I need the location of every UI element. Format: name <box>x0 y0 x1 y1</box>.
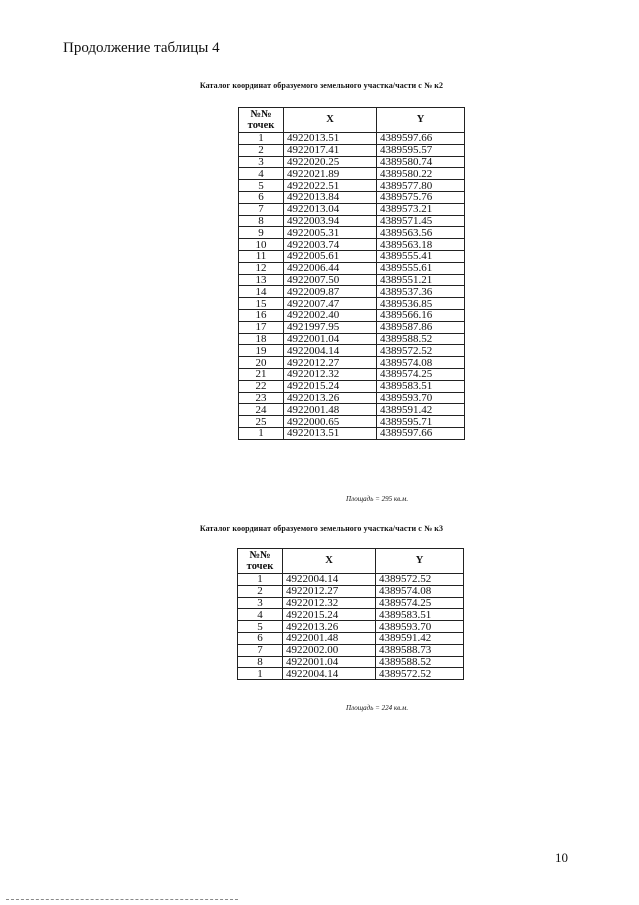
y-coordinate-cell: 4389563.56 <box>377 227 465 239</box>
y-coordinate-cell: 4389551.21 <box>377 274 465 286</box>
x-coordinate-cell: 4922017.41 <box>284 144 377 156</box>
table-row <box>239 286 465 298</box>
x-coordinate-cell: 4922001.48 <box>283 632 376 644</box>
point-number-cell: 14 <box>239 286 284 298</box>
table-row <box>239 250 465 262</box>
point-number-cell: 1 <box>239 427 284 439</box>
y-coordinate-cell: 4389588.52 <box>377 333 465 345</box>
table-row <box>239 380 465 392</box>
point-number-cell: 20 <box>239 357 284 369</box>
y-coordinate-cell: 4389595.71 <box>377 416 465 428</box>
x-coordinate-cell: 4922003.94 <box>284 215 377 227</box>
coordinates-table-k3 <box>237 548 464 680</box>
point-number-cell: 2 <box>239 144 284 156</box>
y-coordinate-cell: 4389537.36 <box>377 286 465 298</box>
point-number-cell: 2 <box>238 585 283 597</box>
y-coordinate-cell: 4389572.52 <box>376 574 464 586</box>
x-coordinate-cell: 4922021.89 <box>284 168 377 180</box>
table-row <box>239 345 465 357</box>
table-row <box>239 262 465 274</box>
table-row <box>239 357 465 369</box>
table-row <box>238 597 464 609</box>
x-coordinate-cell: 4922012.27 <box>283 585 376 597</box>
x-coordinate-cell: 4922013.04 <box>284 203 377 215</box>
y-coordinate-cell: 4389572.52 <box>377 345 465 357</box>
point-number-cell: 3 <box>238 597 283 609</box>
point-number-cell: 12 <box>239 262 284 274</box>
table-row <box>239 321 465 333</box>
point-number-cell: 1 <box>238 574 283 586</box>
table-row <box>239 333 465 345</box>
point-number-cell: 17 <box>239 321 284 333</box>
point-number-cell: 9 <box>239 227 284 239</box>
y-coordinate-cell: 4389574.25 <box>377 368 465 380</box>
table-row <box>239 239 465 251</box>
table-row <box>239 180 465 192</box>
x-coordinate-cell: 4922009.87 <box>284 286 377 298</box>
x-coordinate-cell: 4922022.51 <box>284 180 377 192</box>
point-number-cell: 18 <box>239 333 284 345</box>
y-coordinate-cell: 4389573.21 <box>377 203 465 215</box>
table-row <box>238 656 464 668</box>
point-number-cell: 11 <box>239 250 284 262</box>
x-coordinate-cell: 4922003.74 <box>284 239 377 251</box>
table-row <box>238 644 464 656</box>
x-coordinate-cell: 4922015.24 <box>284 380 377 392</box>
table-row <box>239 215 465 227</box>
y-coordinate-cell: 4389574.08 <box>377 357 465 369</box>
x-coordinate-cell: 4922013.84 <box>284 191 377 203</box>
table-row <box>239 227 465 239</box>
x-coordinate-cell: 4922020.25 <box>284 156 377 168</box>
point-number-cell: 15 <box>239 298 284 310</box>
table-row <box>239 168 465 180</box>
x-coordinate-cell: 4922001.04 <box>283 656 376 668</box>
x-coordinate-cell: 4922004.14 <box>284 345 377 357</box>
y-coordinate-cell: 4389587.86 <box>377 321 465 333</box>
area-label-k2: Площадь = 295 кв.м. <box>346 495 409 503</box>
point-number-cell: 13 <box>239 274 284 286</box>
y-coordinate-cell: 4389593.70 <box>376 621 464 633</box>
column-header-num: №№ точек <box>238 549 283 574</box>
table-row <box>239 144 465 156</box>
y-coordinate-cell: 4389555.41 <box>377 250 465 262</box>
table-row <box>238 609 464 621</box>
column-header-y: Y <box>377 108 465 133</box>
y-coordinate-cell: 4389575.76 <box>377 191 465 203</box>
point-number-cell: 24 <box>239 404 284 416</box>
y-coordinate-cell: 4389583.51 <box>377 380 465 392</box>
table-row <box>239 309 465 321</box>
x-coordinate-cell: 4922005.61 <box>284 250 377 262</box>
page-heading: Продолжение таблицы 4 <box>63 40 220 56</box>
y-coordinate-cell: 4389571.45 <box>377 215 465 227</box>
point-number-cell: 6 <box>238 632 283 644</box>
point-number-cell: 22 <box>239 380 284 392</box>
y-coordinate-cell: 4389536.85 <box>377 298 465 310</box>
table-row <box>238 585 464 597</box>
x-coordinate-cell: 4922001.04 <box>284 333 377 345</box>
table-row <box>239 298 465 310</box>
point-number-cell: 4 <box>238 609 283 621</box>
x-coordinate-cell: 4922002.00 <box>283 644 376 656</box>
x-coordinate-cell: 4922013.26 <box>283 621 376 633</box>
x-coordinate-cell: 4922013.51 <box>284 427 377 439</box>
point-number-cell: 3 <box>239 156 284 168</box>
point-number-cell: 7 <box>238 644 283 656</box>
column-header-num: №№ точек <box>239 108 284 133</box>
table-row <box>239 191 465 203</box>
y-coordinate-cell: 4389597.66 <box>377 427 465 439</box>
table-row <box>238 621 464 633</box>
table-row <box>238 632 464 644</box>
x-coordinate-cell: 4921997.95 <box>284 321 377 333</box>
table-row <box>239 133 465 145</box>
column-header-x: X <box>284 108 377 133</box>
x-coordinate-cell: 4922004.14 <box>283 574 376 586</box>
table-row <box>239 427 465 439</box>
x-coordinate-cell: 4922000.65 <box>284 416 377 428</box>
point-number-cell: 1 <box>239 133 284 145</box>
y-coordinate-cell: 4389580.74 <box>377 156 465 168</box>
x-coordinate-cell: 4922005.31 <box>284 227 377 239</box>
y-coordinate-cell: 4389555.61 <box>377 262 465 274</box>
x-coordinate-cell: 4922012.32 <box>283 597 376 609</box>
point-number-cell: 23 <box>239 392 284 404</box>
area-label-k3: Площадь = 224 кв.м. <box>346 704 409 712</box>
column-header-y: Y <box>376 549 464 574</box>
x-coordinate-cell: 4922006.44 <box>284 262 377 274</box>
point-number-cell: 4 <box>239 168 284 180</box>
x-coordinate-cell: 4922012.32 <box>284 368 377 380</box>
y-coordinate-cell: 4389597.66 <box>377 133 465 145</box>
x-coordinate-cell: 4922007.47 <box>284 298 377 310</box>
table-row <box>239 203 465 215</box>
table-caption-k3: Каталог координат образуемого земельного участка/части с № к3 <box>199 524 444 533</box>
x-coordinate-cell: 4922004.14 <box>283 668 376 680</box>
column-header-x: X <box>283 549 376 574</box>
point-number-cell: 8 <box>238 656 283 668</box>
y-coordinate-cell: 4389566.16 <box>377 309 465 321</box>
x-coordinate-cell: 4922001.48 <box>284 404 377 416</box>
y-coordinate-cell: 4389591.42 <box>377 404 465 416</box>
point-number-cell: 19 <box>239 345 284 357</box>
table-row <box>239 404 465 416</box>
y-coordinate-cell: 4389591.42 <box>376 632 464 644</box>
point-number-cell: 8 <box>239 215 284 227</box>
point-number-cell: 21 <box>239 368 284 380</box>
y-coordinate-cell: 4389563.18 <box>377 239 465 251</box>
x-coordinate-cell: 4922002.40 <box>284 309 377 321</box>
x-coordinate-cell: 4922013.51 <box>284 133 377 145</box>
table-row <box>239 416 465 428</box>
footer-line <box>6 899 238 900</box>
table-row <box>239 392 465 404</box>
point-number-cell: 25 <box>239 416 284 428</box>
x-coordinate-cell: 4922007.50 <box>284 274 377 286</box>
table-row <box>239 274 465 286</box>
y-coordinate-cell: 4389588.73 <box>376 644 464 656</box>
y-coordinate-cell: 4389588.52 <box>376 656 464 668</box>
point-number-cell: 10 <box>239 239 284 251</box>
table-row <box>239 156 465 168</box>
table-row <box>239 368 465 380</box>
x-coordinate-cell: 4922012.27 <box>284 357 377 369</box>
table-row <box>238 668 464 680</box>
y-coordinate-cell: 4389572.52 <box>376 668 464 680</box>
x-coordinate-cell: 4922015.24 <box>283 609 376 621</box>
x-coordinate-cell: 4922013.26 <box>284 392 377 404</box>
point-number-cell: 1 <box>238 668 283 680</box>
point-number-cell: 7 <box>239 203 284 215</box>
point-number-cell: 16 <box>239 309 284 321</box>
y-coordinate-cell: 4389593.70 <box>377 392 465 404</box>
point-number-cell: 5 <box>238 621 283 633</box>
y-coordinate-cell: 4389595.57 <box>377 144 465 156</box>
point-number-cell: 6 <box>239 191 284 203</box>
coordinates-table-k2 <box>238 107 465 440</box>
y-coordinate-cell: 4389583.51 <box>376 609 464 621</box>
point-number-cell: 5 <box>239 180 284 192</box>
y-coordinate-cell: 4389580.22 <box>377 168 465 180</box>
y-coordinate-cell: 4389577.80 <box>377 180 465 192</box>
table-caption-k2: Каталог координат образуемого земельного участка/части с № к2 <box>199 81 444 90</box>
y-coordinate-cell: 4389574.25 <box>376 597 464 609</box>
y-coordinate-cell: 4389574.08 <box>376 585 464 597</box>
table-row <box>238 574 464 586</box>
page-number: 10 <box>555 850 568 865</box>
